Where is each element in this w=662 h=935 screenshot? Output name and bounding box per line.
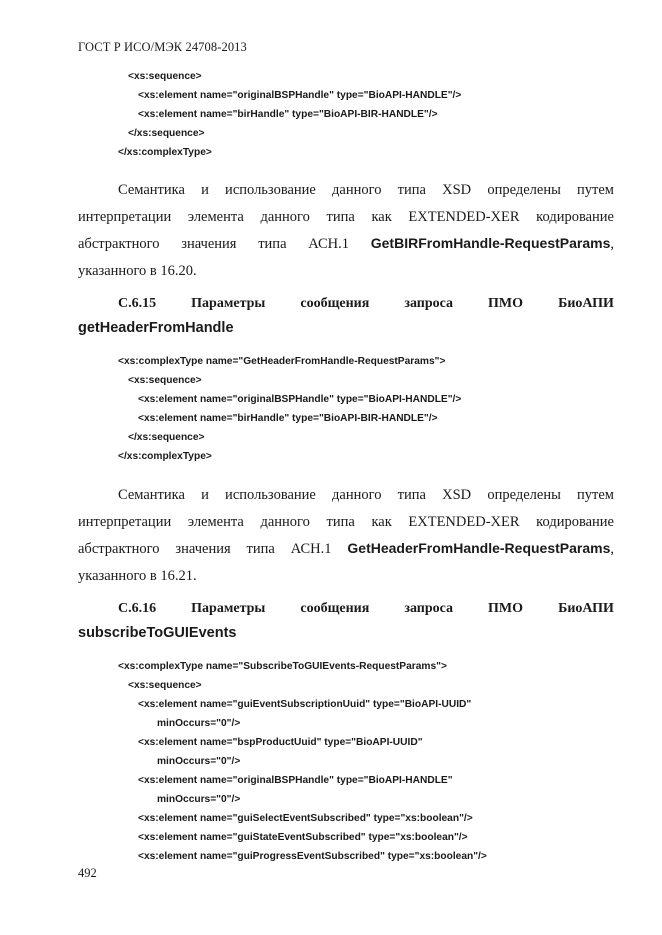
heading-word: БиоАПИ [558,601,614,616]
heading-word: запроса [404,601,454,616]
heading-word: сообщения [300,296,370,311]
code-line: </xs:complexType> [118,451,212,462]
code-line: <xs:sequence> [128,71,202,82]
type-name: GetHeaderFromHandle-RequestParams [347,540,611,556]
paragraph-line: интерпретации элемента данного типа как EXTENDED-XER кодирование [78,208,614,225]
paragraph-line: указанного в 16.21. [78,567,197,584]
code-line: <xs:element name="originalBSPHandle" type="BioAPI-HANDLE"/> [138,394,462,405]
section-name: getHeaderFromHandle [78,320,234,336]
paragraph-line: указанного в 16.20. [78,262,197,279]
code-line: <xs:element name="guiProgressEventSubscribed" type="xs:boolean"/> [138,851,487,862]
code-line: <xs:element name="originalBSPHandle" type="BioAPI-HANDLE" [138,775,453,786]
heading-word: сообщения [300,601,370,616]
paragraph-line: Семантика и использование данного типа XSD определены путем [118,182,614,198]
code-line: <xs:element name="birHandle" type="BioAPI-BIR-HANDLE"/> [138,413,438,424]
code-line: <xs:element name="guiEventSubscriptionUuid" type="BioAPI-UUID" [138,699,472,710]
code-line: </xs:complexType> [118,147,212,158]
code-line: <xs:element name="originalBSPHandle" type="BioAPI-HANDLE"/> [138,90,462,101]
punctuation: , [610,541,615,557]
section-number: С.6.15 [118,296,157,311]
code-line: minOccurs="0"/> [157,718,241,729]
page-number: 492 [78,866,97,880]
section-heading [78,601,614,641]
paragraph [78,177,614,284]
heading-word: Параметры [191,296,266,311]
paragraph-text: абстрактного значения типа АСН.1 [78,541,332,557]
code-line: <xs:element name="birHandle" type="BioAPI-BIR-HANDLE"/> [138,109,438,120]
code-line: </xs:sequence> [128,128,205,139]
paragraph-line [78,230,614,258]
code-line: <xs:sequence> [128,375,202,386]
code-line: minOccurs="0"/> [157,756,241,767]
heading-word: Параметры [191,601,266,616]
code-line: <xs:element name="guiSelectEventSubscribed" type="xs:boolean"/> [138,813,473,824]
code-line: <xs:complexType name="GetHeaderFromHandle-RequestParams"> [118,356,446,367]
code-line: minOccurs="0"/> [157,794,241,805]
section-heading [78,296,614,336]
paragraph-line: Семантика и использование данного типа XSD определены путем [118,487,614,503]
paragraph-line: интерпретации элемента данного типа как EXTENDED-XER кодирование [78,513,614,530]
heading-word: ПМО [488,601,524,616]
heading-word: запроса [404,296,454,311]
document-header: ГОСТ Р ИСО/МЭК 24708-2013 [78,40,247,54]
section-name: subscribeToGUIEvents [78,625,237,641]
code-line: <xs:complexType name="SubscribeToGUIEvents-RequestParams"> [118,661,447,672]
type-name: GetBIRFromHandle-RequestParams [370,235,611,251]
heading-word: ПМО [488,296,524,311]
paragraph [78,482,614,589]
section-number: С.6.16 [118,601,157,616]
code-line: <xs:element name="bspProductUuid" type="BioAPI-UUID" [138,737,423,748]
punctuation: , [610,236,614,252]
code-line: <xs:element name="guiStateEventSubscribed" type="xs:boolean"/> [138,832,468,843]
paragraph-line [78,535,614,563]
heading-word: БиоАПИ [558,296,614,311]
code-line: </xs:sequence> [128,432,205,443]
paragraph-text: абстрактного значения типа АСН.1 [78,236,350,252]
code-line: <xs:sequence> [128,680,202,691]
